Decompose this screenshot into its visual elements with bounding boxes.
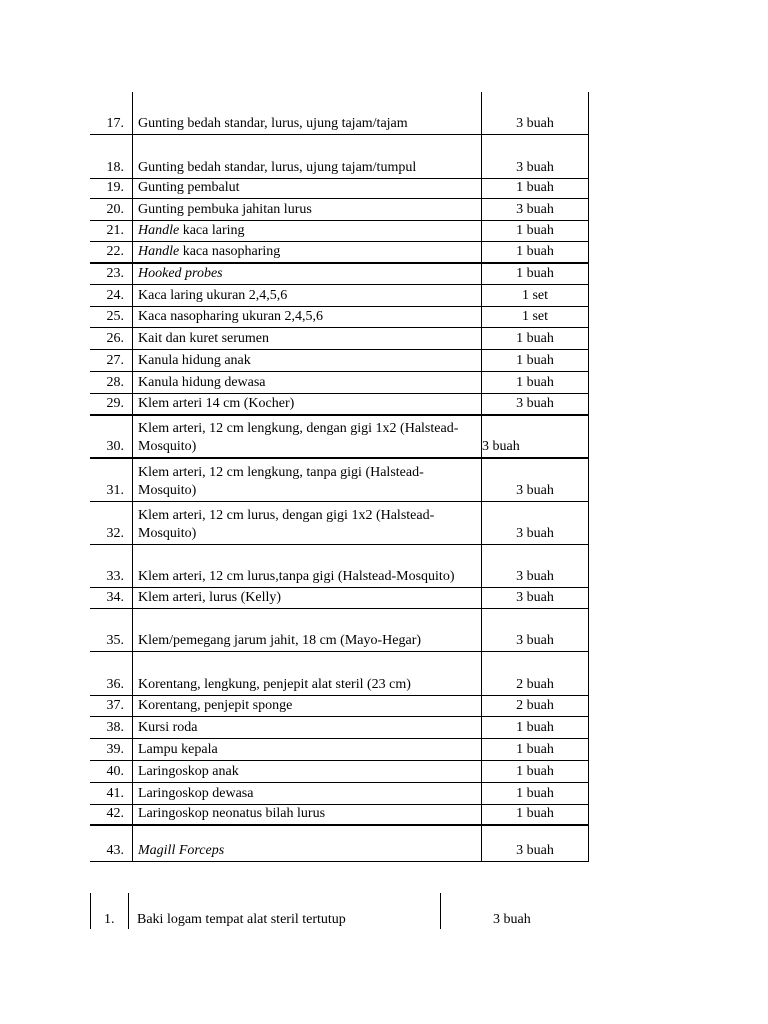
item-name [132,199,481,220]
table-row [90,350,589,372]
row-number [90,328,132,349]
item-quantity [481,92,589,134]
item-name [132,394,481,414]
row-number-text: 30. [106,439,124,454]
item-quantity [481,826,589,861]
item-name-text [138,741,218,759]
table-row [90,307,589,328]
item-name-text [138,420,477,456]
row-number [90,502,132,544]
item-name-text [138,287,287,305]
item-name-plain: Klem arteri, lurus (Kelly) [138,590,282,605]
column-divider [90,893,91,929]
item-name [132,135,481,178]
item-name-italic: Magill Forceps [138,843,225,858]
row-number-text: 17. [106,116,124,131]
item-quantity [481,307,589,327]
item-name-plain: Klem/pemegang jarum jahit, 18 cm (Mayo-Hegar) [138,633,422,648]
row-number-text: 28. [106,375,124,390]
row-number [90,350,132,371]
item-quantity [481,652,589,695]
item-quantity [481,502,589,544]
item-quantity [481,739,589,760]
item-quantity-text: 2 buah [516,677,554,692]
item-name [132,717,481,738]
item-name-plain: Kanula hidung dewasa [138,375,266,390]
row-number [90,717,132,738]
column-divider [440,893,441,929]
table-row [90,717,589,739]
column-divider [128,893,129,929]
row-number-text: 36. [106,677,124,692]
row-number-text: 39. [106,742,124,757]
item-name: Baki logam tempat alat steril tertutup [137,912,346,927]
item-name [132,459,481,501]
item-name [132,179,481,198]
item-quantity [481,394,589,414]
item-name-italic: Handle [138,244,180,259]
item-name [132,609,481,651]
item-name-plain: Laringoskop neonatus bilah lurus [138,806,326,821]
item-name-text [138,374,266,392]
row-number-text: 31. [106,483,124,498]
item-name-text [138,201,312,219]
item-quantity-text: 3 buah [516,843,554,858]
item-name-text [138,222,245,240]
table-row [90,761,589,783]
item-name [132,739,481,760]
item-name-text [138,632,421,650]
item-quantity [481,242,589,262]
item-name-plain: Kaca nasopharing ukuran 2,4,5,6 [138,309,324,324]
item-name-text [138,243,280,261]
row-number [90,783,132,804]
item-quantity-text: 1 set [521,288,549,303]
item-quantity [481,328,589,349]
row-number [90,416,132,457]
row-number-text: 43. [106,843,124,858]
item-name-plain: Klem arteri, 12 cm lurus, dengan gigi 1x2 (Halstead-Mosquito) [138,508,435,541]
item-quantity-text: 1 buah [516,720,554,735]
row-number-text: 40. [106,764,124,779]
row-number-text: 35. [106,633,124,648]
item-quantity-text: 3 buah [516,526,554,541]
item-quantity-text: 1 buah [516,244,554,259]
item-name-italic: Handle [138,223,180,238]
item-quantity-text: 3 buah [482,439,520,454]
item-quantity-text: 1 buah [516,266,554,281]
item-name-plain: Gunting pembuka jahitan lurus [138,202,312,217]
row-number [90,588,132,608]
row-number-text: 24. [106,288,124,303]
item-quantity [481,609,589,651]
second-table-row [90,893,550,929]
item-quantity-text: 1 buah [516,375,554,390]
item-name [132,242,481,262]
item-name-plain: Laringoskop dewasa [138,786,254,801]
row-number-text: 34. [106,590,124,605]
item-quantity [481,783,589,804]
table-row [90,328,589,350]
item-quantity-text: 1 buah [516,223,554,238]
table-row [90,221,589,242]
item-name-text [138,507,477,543]
row-number-text: 42. [106,806,124,821]
item-name-text [138,352,251,370]
item-quantity-text: 3 buah [516,160,554,175]
item-name [132,285,481,306]
table-row [90,459,589,502]
row-number-text: 25. [106,309,124,324]
item-quantity-text: 3 buah [516,116,554,131]
item-quantity [481,179,589,198]
table-row [90,135,589,179]
item-quantity [481,372,589,393]
item-name-text [138,842,224,860]
row-number-text: 20. [106,202,124,217]
item-name-text [138,308,323,326]
item-name-plain: Gunting bedah standar, lurus, ujung tajam/tajam [138,116,408,131]
item-name-plain: Gunting bedah standar, lurus, ujung tajam/tumpul [138,160,417,175]
row-number [90,179,132,198]
row-number-text: 32. [106,526,124,541]
item-name [132,502,481,544]
item-name-text [138,115,408,133]
item-name [132,350,481,371]
item-quantity-text: 3 buah [516,202,554,217]
row-number-text: 19. [106,180,124,195]
equipment-table [90,92,589,862]
item-name-plain: Korentang, penjepit sponge [138,698,293,713]
item-name-text [138,464,477,500]
row-number [90,652,132,695]
item-name-plain: kaca nasopharing [179,244,281,259]
item-name-plain: Korentang, lengkung, penjepit alat steril (23 cm) [138,677,411,692]
table-row [90,826,589,862]
item-name-plain: Kaca laring ukuran 2,4,5,6 [138,288,288,303]
row-number-text: 22. [106,244,124,259]
table-row [90,416,589,459]
row-number-text: 37. [106,698,124,713]
item-quantity [481,416,589,457]
row-number [90,739,132,760]
item-name-plain: Gunting pembalut [138,180,240,195]
table-row [90,805,589,826]
row-number [90,761,132,782]
item-name-plain: Kursi roda [138,720,198,735]
item-name-plain: Klem arteri, 12 cm lengkung, tanpa gigi (Halstead-Mosquito) [138,465,424,498]
item-name [132,221,481,241]
item-name-plain: Kanula hidung anak [138,353,251,368]
item-name [132,328,481,349]
item-name [132,372,481,393]
row-number [90,545,132,587]
item-name-italic: Hooked probes [138,266,223,281]
item-quantity [481,588,589,608]
item-name [132,826,481,861]
table-row [90,652,589,696]
item-quantity [481,545,589,587]
row-number-text: 29. [106,396,124,411]
row-number-text: 26. [106,331,124,346]
item-quantity-text: 3 buah [516,483,554,498]
item-quantity-text: 3 buah [516,633,554,648]
table-row [90,588,589,609]
item-quantity-text: 1 buah [516,786,554,801]
item-quantity-text: 1 buah [516,742,554,757]
row-number [90,826,132,861]
item-name [132,761,481,782]
item-name-text [138,568,454,586]
table-row [90,783,589,805]
item-name-plain: Klem arteri, 12 cm lurus,tanpa gigi (Halstead-Mosquito) [138,569,455,584]
row-number [90,394,132,414]
item-quantity-text: 1 buah [516,331,554,346]
row-number [90,307,132,327]
row-number [90,92,132,134]
item-name-plain: Lampu kepala [138,742,218,757]
item-quantity-text: 3 buah [516,590,554,605]
item-quantity-text: 1 set [521,309,549,324]
item-name [132,783,481,804]
item-name-text [138,330,269,348]
item-name-text [138,719,198,737]
row-number [90,285,132,306]
item-name-plain: Kait dan kuret serumen [138,331,270,346]
item-name [132,696,481,716]
row-number-text: 23. [106,266,124,281]
item-name-text [138,763,239,781]
table-row [90,696,589,717]
item-quantity-text: 2 buah [516,698,554,713]
item-quantity [481,459,589,501]
item-quantity [481,264,589,284]
item-name-text [138,265,223,283]
row-number-text: 33. [106,569,124,584]
row-number [90,264,132,284]
row-number [90,459,132,501]
item-name-text [138,676,411,694]
table-row [90,545,589,588]
item-quantity-text: 1 buah [516,764,554,779]
table-row [90,394,589,416]
table-row [90,502,589,545]
item-name-text [138,805,325,823]
item-name-text [138,589,281,607]
table-row [90,199,589,221]
item-name-text [138,395,294,413]
table-row [90,179,589,199]
item-name-plain: Klem arteri, 12 cm lengkung, dengan gigi 1x2 (Halstead-Mosquito) [138,421,459,454]
row-number [90,805,132,824]
item-name-text [138,785,253,803]
table-row [90,264,589,285]
item-quantity [481,285,589,306]
item-quantity-text: 1 buah [516,180,554,195]
item-name-text [138,179,240,197]
item-quantity-text: 3 buah [516,569,554,584]
item-name [132,652,481,695]
row-number [90,372,132,393]
item-name-plain: kaca laring [179,223,245,238]
table-row [90,242,589,264]
row-number [90,135,132,178]
table-row [90,285,589,307]
item-name-plain: Laringoskop anak [138,764,239,779]
row-number-text: 41. [106,786,124,801]
table-row [90,372,589,394]
item-quantity [481,805,589,824]
item-quantity-text: 1 buah [516,353,554,368]
row-number [90,199,132,220]
item-name [132,805,481,824]
item-quantity: 3 buah [493,912,531,927]
row-number [90,609,132,651]
row-number [90,242,132,262]
item-name-plain: Klem arteri 14 cm (Kocher) [138,396,295,411]
row-number-text: 27. [106,353,124,368]
row-number [90,221,132,241]
table-row [90,739,589,761]
row-number-text: 21. [106,223,124,238]
item-quantity [481,696,589,716]
row-number-text: 38. [106,720,124,735]
item-quantity [481,717,589,738]
item-quantity [481,761,589,782]
item-quantity-text: 3 buah [516,396,554,411]
row-number [90,696,132,716]
item-name-text [138,159,416,177]
item-name-text [138,697,292,715]
row-number-text: 18. [106,160,124,175]
item-name [132,545,481,587]
item-name [132,92,481,134]
item-name [132,416,481,457]
item-name [132,264,481,284]
item-name [132,588,481,608]
item-quantity [481,135,589,178]
table-row [90,92,589,135]
row-number: 1. [104,912,115,927]
item-name [132,307,481,327]
item-quantity [481,221,589,241]
item-quantity [481,199,589,220]
table-row [90,609,589,652]
item-quantity-text: 1 buah [516,806,554,821]
item-quantity [481,350,589,371]
